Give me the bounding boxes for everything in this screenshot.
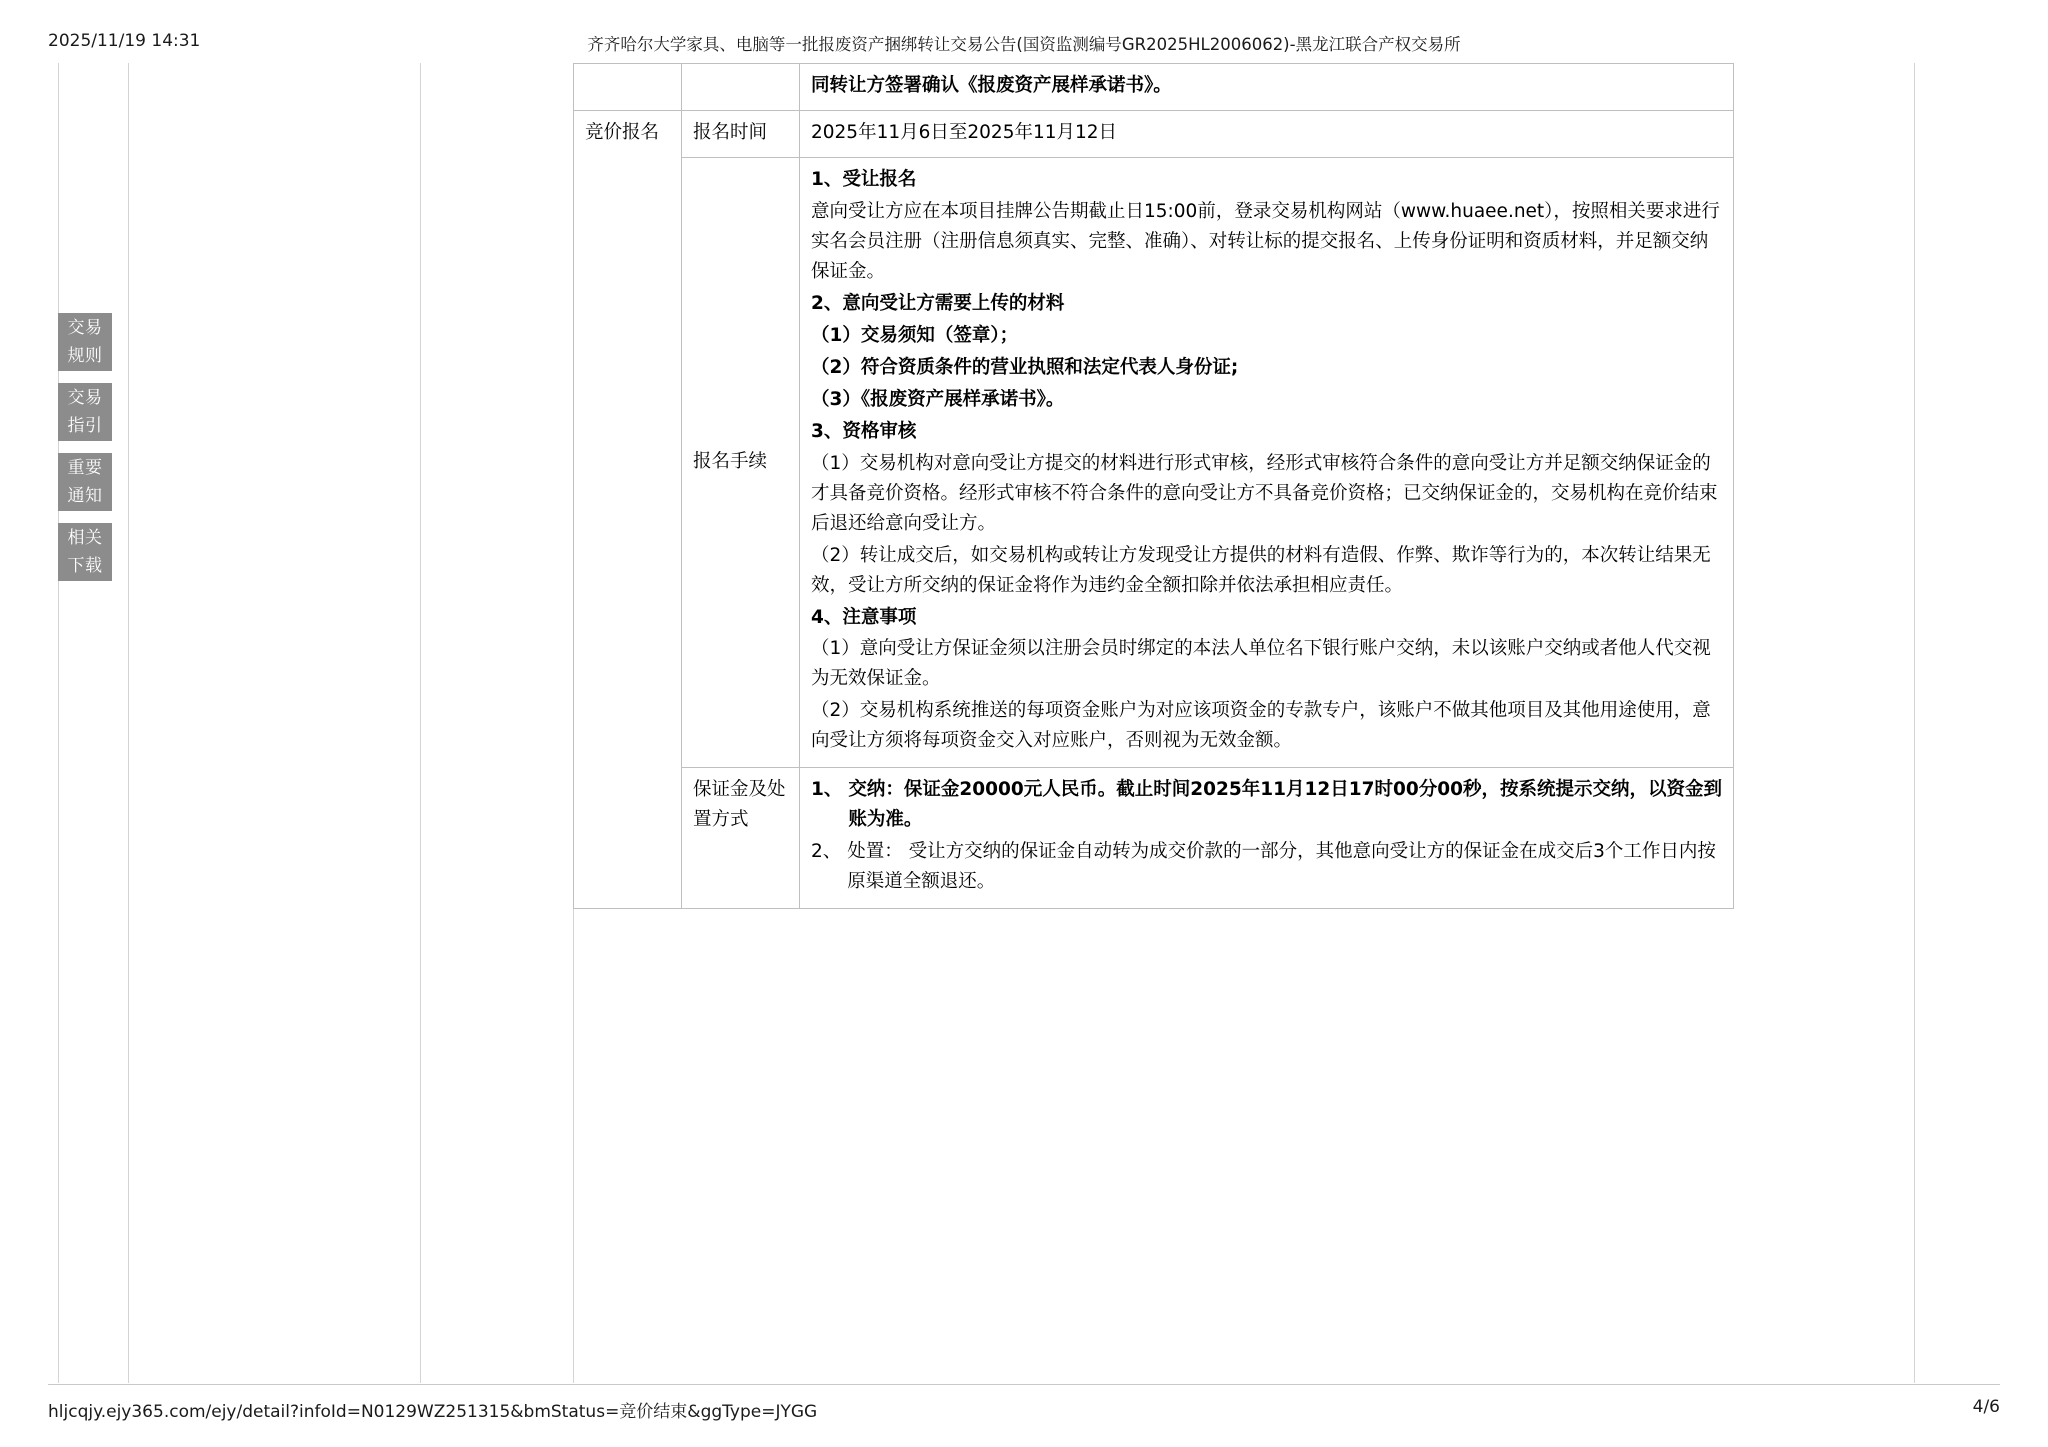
- side-tab-important-notice-line1: 重要: [67, 458, 103, 478]
- deposit-item-2: [811, 837, 1722, 897]
- deposit-item-1-number: 1、: [811, 779, 843, 801]
- cell-empty-sub: [682, 64, 800, 111]
- page-guide-line: [58, 63, 59, 1383]
- deposit-item-1: [811, 775, 1722, 835]
- procedure-heading-2: 2、意向受让方需要上传的材料: [811, 292, 1065, 314]
- procedure-heading-4: 4、注意事项: [811, 606, 917, 628]
- side-tab-strip: [58, 313, 112, 593]
- footer-url: hljcqjy.ejy365.com/ejy/detail?infoId=N0129WZ251315&bmStatus=竞价结束&ggType=JYGG: [48, 1402, 818, 1422]
- cell-section-label: 竞价报名: [574, 110, 682, 908]
- deposit-item-2-text: 处置： 受让方交纳的保证金自动转为成交价款的一部分，其他意向受让方的保证金在成交后3个工作日内按原渠道全额退还。: [847, 841, 1716, 893]
- side-tab-related-downloads[interactable]: [58, 523, 112, 581]
- procedure-note-2: （2）交易机构系统推送的每项资金账户为对应该项资金的专款专户，该账户不做其他项目及其他用途使用，意向受让方须将每项资金交入对应账户，否则视为无效金额。: [811, 700, 1711, 752]
- print-header: [0, 31, 2048, 53]
- side-tab-trading-guide[interactable]: [58, 383, 112, 441]
- procedure-material-1: （1）交易须知（签章）；: [811, 324, 1019, 346]
- footer-divider: [48, 1384, 2000, 1385]
- cell-empty-label: [574, 64, 682, 111]
- procedure-heading-3: 3、资格审核: [811, 420, 917, 442]
- announcement-table: [573, 63, 1734, 909]
- side-tab-trading-guide-line2: 指引: [67, 416, 103, 436]
- table-row: [574, 110, 1734, 157]
- side-tab-important-notice-line2: 通知: [67, 486, 103, 506]
- procedure-material-3: （3）《报废资产展样承诺书》。: [811, 388, 1065, 410]
- procedure-paragraph-1: 意向受让方应在本项目挂牌公告期截止日15:00前，登录交易机构网站（www.huaee.net），按照相关要求进行实名会员注册（注册信息须真实、完整、准确）、对转让标的提交报名、上传身份证明和资质材料，并足额交纳保证金。: [811, 200, 1720, 282]
- side-tab-trading-rules-line2: 规则: [67, 346, 103, 366]
- cell-procedure-label: 报名手续: [682, 157, 800, 767]
- procedure-material-2: （2）符合资质条件的营业执照和法定代表人身份证;: [811, 356, 1239, 378]
- page-body: [48, 63, 2000, 1383]
- cell-procedure-content: [800, 157, 1734, 767]
- print-footer: [0, 1397, 2048, 1422]
- side-tab-related-downloads-line2: 下载: [67, 556, 103, 576]
- page-guide-line: [128, 63, 129, 1383]
- header-date: 2025/11/19 14:31: [48, 31, 201, 51]
- side-tab-trading-rules-line1: 交易: [67, 318, 103, 338]
- deposit-item-1-text: 交纳：保证金20000元人民币。截止时间2025年11月12日17时00分00秒，按系统提示交纳，以资金到账为准。: [848, 779, 1722, 831]
- side-tab-trading-guide-line1: 交易: [67, 388, 103, 408]
- cell-top-fragment: [800, 64, 1734, 111]
- page-guide-line: [420, 63, 421, 1383]
- header-title: 齐齐哈尔大学家具、电脑等一批报废资产捆绑转让交易公告(国资监测编号GR2025HL2006062)-黑龙江联合产权交易所: [587, 35, 1461, 54]
- top-fragment-text: 同转让方签署确认《报废资产展样承诺书》。: [811, 75, 1172, 96]
- procedure-heading-1: 1、受让报名: [811, 168, 917, 190]
- side-tab-related-downloads-line1: 相关: [67, 528, 103, 548]
- footer-page-number: 4/6: [1972, 1397, 2000, 1417]
- procedure-note-1: （1）意向受让方保证金须以注册会员时绑定的本法人单位名下银行账户交纳，未以该账户交纳或者他人代交视为无效保证金。: [811, 638, 1711, 690]
- cell-deposit-label: 保证金及处置方式: [682, 768, 800, 909]
- deposit-item-2-number: 2、: [811, 841, 842, 863]
- cell-signup-time-value: 2025年11月6日至2025年11月12日: [800, 110, 1734, 157]
- cell-deposit-content: [800, 768, 1734, 909]
- side-tab-trading-rules[interactable]: [58, 313, 112, 371]
- table-row: [574, 768, 1734, 909]
- table-row: [574, 64, 1734, 111]
- side-tab-important-notice[interactable]: [58, 453, 112, 511]
- procedure-audit-2: （2）转让成交后，如交易机构或转让方发现受让方提供的材料有造假、作弊、欺诈等行为的，本次转让结果无效，受让方所交纳的保证金将作为违约金全额扣除并依法承担相应责任。: [811, 544, 1711, 596]
- page-guide-line: [1914, 63, 1915, 1383]
- cell-signup-time-label: 报名时间: [682, 110, 800, 157]
- table-row: [574, 157, 1734, 767]
- procedure-audit-1: （1）交易机构对意向受让方提交的材料进行形式审核，经形式审核符合条件的意向受让方并足额交纳保证金的才具备竞价资格。经形式审核不符合条件的意向受让方不具备竞价资格；已交纳保证金的，交易机构在竞价结束后退还给意向受让方。: [811, 452, 1718, 534]
